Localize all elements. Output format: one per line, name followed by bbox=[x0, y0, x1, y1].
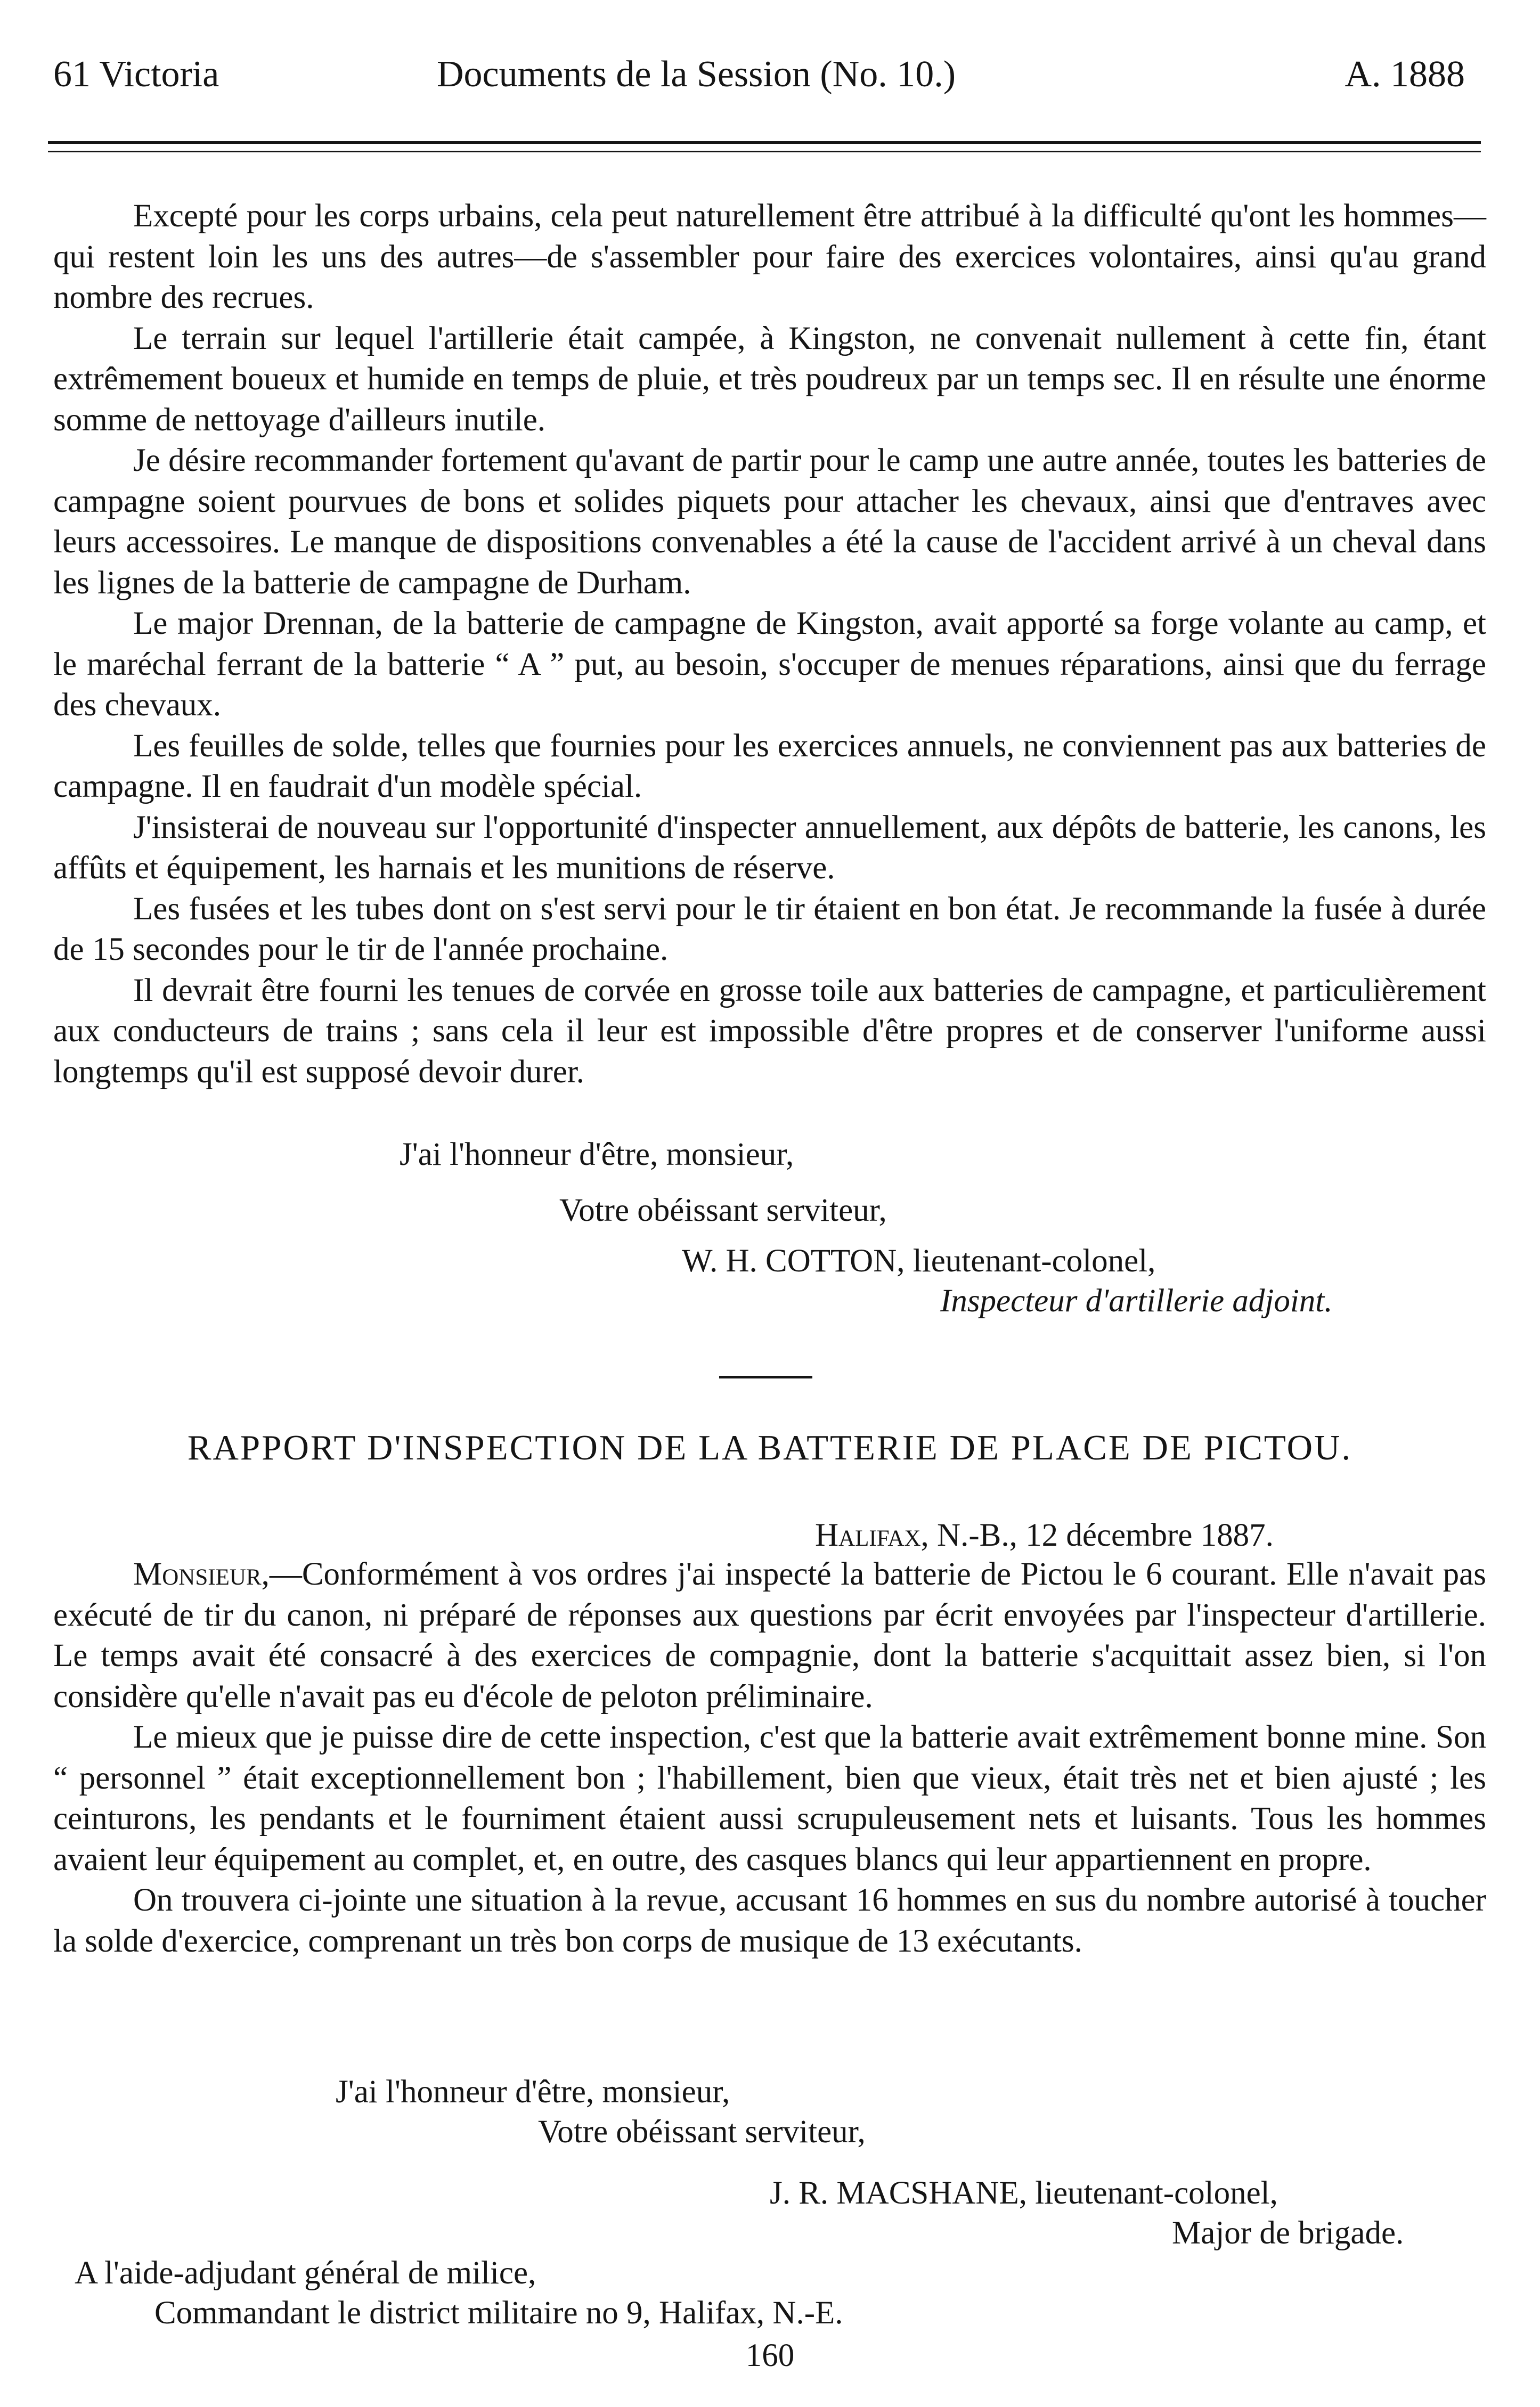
paragraph: Le terrain sur lequel l'artillerie était campée, à Kingston, ne convenait nullement à cette fin, étant extrêmement boueux et humide en temps de pluie, et très poudreux par un temps sec. Il en résulte une énorme somme de nettoyage d'ailleurs inutile. bbox=[53, 320, 1486, 438]
header-year: A. 1888 bbox=[1345, 54, 1465, 95]
paragraph: Il devrait être fourni les tenues de corvée en grosse toile aux batteries de campagne, et particulièrement aux conducteurs de trains ; sans cela il leur est impossible d'être propres et de conserver l'uniforme aussi longtemps qu'il est supposé devoir durer. bbox=[53, 972, 1486, 1090]
paragraph: On trouvera ci-jointe une situation à la revue, accusant 16 hommes en sus du nombre autorisé à toucher la solde d'exercice, comprenant un très bon corps de musique de 13 exécutants. bbox=[53, 1882, 1486, 1959]
running-header bbox=[48, 53, 1481, 101]
paragraph: Le mieux que je puisse dire de cette inspection, c'est que la batterie avait extrêmement bonne mine. Son “ personnel ” était exceptionnellement bon ; l'habillement, bien que vieux, était très net et bien ajusté ; les ceinturons, les pendants et le fourniment étaient aussi scrupuleusement nets et luisants. Tous les hommes avaient leur équipement au complet, et, en outre, des casques blancs qui leur appartiennent en propre. bbox=[53, 1719, 1486, 1878]
dateline-place: Halifax, bbox=[815, 1517, 929, 1553]
section-divider bbox=[719, 1376, 812, 1378]
paragraph: Le major Drennan, de la batterie de campagne de Kingston, avait apporté sa forge volante au camp, et le maréchal ferrant de la batterie “ A ” put, au besoin, s'occuper de menues réparations, ainsi que du ferrage des chevaux. bbox=[53, 606, 1486, 723]
paragraph: Je désire recommander fortement qu'avant de partir pour le camp une autre année, toutes les batteries de campagne soient pourvues de bons et solides piquets pour attacher les chevaux, ainsi que d'entraves avec leurs accessoires. Le manque de dispositions convenables a été la cause de l'accident arrivé à un cheval dans les lignes de la batterie de campagne de Durham. bbox=[53, 443, 1486, 601]
closing-formula-2: Votre obéissant serviteur, bbox=[538, 2114, 866, 2150]
dateline-date: N.-B., 12 décembre 1887. bbox=[937, 1517, 1274, 1553]
closing-formula: J'ai l'honneur d'être, monsieur, bbox=[400, 1137, 794, 1172]
closing-formula: J'ai l'honneur d'être, monsieur, bbox=[336, 2074, 730, 2110]
signature-rank: lieutenant-colonel, bbox=[1035, 2175, 1278, 2211]
signature-line bbox=[770, 2173, 1278, 2214]
header-volume: 61 Victoria bbox=[53, 54, 219, 95]
paragraph: Les fusées et les tubes dont on s'est servi pour le tir étaient en bon état. Je recommande la fusée à durée de 15 secondes pour le tir de l'année prochaine. bbox=[53, 891, 1486, 967]
paragraph bbox=[53, 1554, 1486, 1717]
signature-name: W. H. COTTON, bbox=[682, 1243, 905, 1279]
dateline bbox=[815, 1515, 1274, 1556]
salutation: Monsieur, bbox=[133, 1556, 270, 1592]
signature-rank: lieutenant-colonel, bbox=[912, 1243, 1156, 1279]
report-title: RAPPORT D'INSPECTION DE LA BATTERIE DE PLACE DE PICTOU. bbox=[187, 1428, 1352, 1467]
paragraph: J'insisterai de nouveau sur l'opportunité d'inspecter annuellement, aux dépôts de batterie, les canons, les affûts et équipement, les harnais et les munitions de réserve. bbox=[53, 809, 1486, 886]
closing-formula-2: Votre obéissant serviteur, bbox=[559, 1193, 887, 1228]
paragraph-text: —Conformément à vos ordres j'ai inspecté la batterie de Pictou le 6 courant. Elle n'avait pas exécuté de tir du canon, ni préparé de réponses aux questions par écrit envoyées par l'inspecteur d'artillerie. Le temps avait été consacré à des exercices de compagnie, dont la batterie s'acquittait assez bien, si l'on considère qu'elle n'avait pas eu d'école de peloton préliminaire. bbox=[53, 1556, 1486, 1715]
signature-title: Major de brigade. bbox=[1172, 2215, 1404, 2251]
header-rule-thick bbox=[48, 141, 1481, 144]
page-number: 160 bbox=[745, 2338, 795, 2373]
addressee: A l'aide-adjudant général de milice, bbox=[75, 2255, 536, 2291]
signature-line bbox=[682, 1241, 1155, 1282]
signature-title: Inspecteur d'artillerie adjoint. bbox=[940, 1283, 1333, 1319]
paragraph: Excepté pour les corps urbains, cela peut naturellement être attribué à la difficulté qu'ont les hommes—qui restent loin les uns des autres—de s'assembler pour faire des exercices volontaires, ainsi qu'au grand nombre des recrues. bbox=[53, 198, 1486, 315]
addressee-2: Commandant le district militaire no 9, Halifax, N.-E. bbox=[154, 2295, 843, 2331]
paragraph: Les feuilles de solde, telles que fournies pour les exercices annuels, ne conviennent pas aux batteries de campagne. Il en faudrait d'un modèle spécial. bbox=[53, 728, 1486, 804]
header-rule-thin bbox=[48, 151, 1481, 152]
header-series: Documents de la Session (No. 10.) bbox=[437, 54, 956, 95]
letter-body bbox=[53, 196, 1486, 1092]
signature-name: J. R. MACSHANE, bbox=[770, 2175, 1027, 2211]
report-body bbox=[53, 1554, 1486, 1962]
